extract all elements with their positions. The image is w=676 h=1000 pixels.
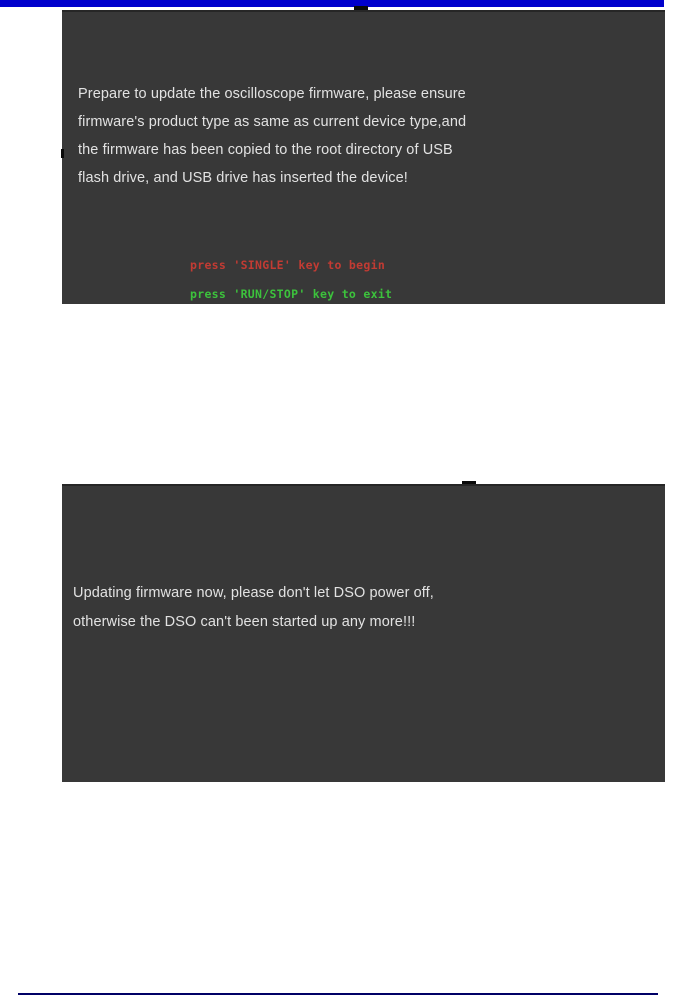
message-line: Updating firmware now, please don't let DSO power off, xyxy=(73,585,434,601)
prompt-single-key: press 'SINGLE' key to begin xyxy=(190,258,386,272)
message-line: otherwise the DSO can't been started up any more!!! xyxy=(73,614,416,630)
message-line: Prepare to update the oscilloscope firmware, please ensure xyxy=(78,86,466,102)
page-bottom-rule xyxy=(18,993,658,995)
message-line: firmware's product type as same as current device type,and xyxy=(78,114,467,130)
oscilloscope-screen-prepare xyxy=(62,10,665,304)
artifact-mark xyxy=(61,149,64,158)
oscilloscope-screen-updating xyxy=(62,484,665,782)
firmware-prepare-message xyxy=(78,80,466,192)
prompt-runstop-key: press 'RUN/STOP' key to exit xyxy=(190,287,393,301)
artifact-mark xyxy=(354,6,368,10)
page-top-rule xyxy=(0,0,664,7)
firmware-updating-message xyxy=(73,579,434,637)
message-line: flash drive, and USB drive has inserted the device! xyxy=(78,170,408,186)
message-line: the firmware has been copied to the root directory of USB xyxy=(78,142,453,158)
artifact-mark xyxy=(462,481,476,484)
